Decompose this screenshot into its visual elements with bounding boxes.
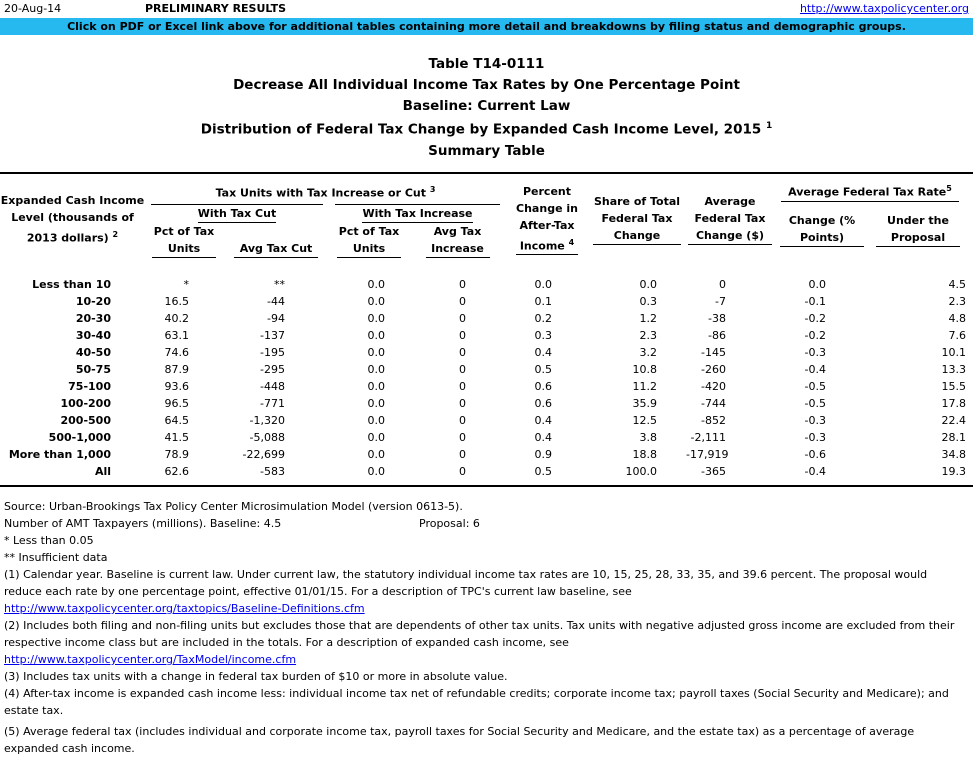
table-cell: 0.0 (367, 277, 385, 291)
table-cell: 0.4 (534, 345, 552, 359)
table-cell: 62.6 (164, 464, 189, 478)
table-cell: 0.1 (534, 294, 552, 308)
table-cell: -0.3 (804, 413, 826, 427)
table-cell: 0.6 (534, 396, 552, 410)
table-cell: 0.0 (367, 396, 385, 410)
table-cell: 0 (459, 277, 466, 291)
table-cell: -1,320 (249, 413, 285, 427)
table-cell: -771 (260, 396, 285, 410)
summary-title: Summary Table (428, 142, 545, 159)
table-cell: 3.2 (639, 345, 657, 359)
table-cell: 78.9 (164, 447, 189, 461)
distribution-table (0, 180, 966, 480)
col-pct-change: Percent Change in After-Tax Income $^4$ (506, 180, 588, 258)
note-3: (3) Includes tax units with a change in federal tax burden of $10 or more in absolute value. (4, 670, 508, 683)
table-cell: -0.3 (804, 430, 826, 444)
table-cell: 17.8 (941, 396, 966, 410)
table-cell: 0.0 (367, 430, 385, 444)
distribution-title: Distribution of Federal Tax Change by Expanded Cash Income Level, 2015 $^1$ (200, 121, 773, 138)
table-row (0, 361, 966, 378)
table-cell: -260 (701, 362, 726, 376)
row-label: 20-30 (75, 311, 111, 325)
table-cell: -0.4 (804, 464, 826, 478)
table-cell: 0 (719, 277, 726, 291)
table-cell: 0.0 (367, 294, 385, 308)
table-cell: 0 (459, 447, 466, 461)
header-row-2 (0, 202, 966, 223)
table-cell: -0.4 (804, 362, 826, 376)
col-avg-rate-group: Average Federal Tax Rate$^5$ (774, 180, 966, 202)
row-label: 50-75 (75, 362, 111, 376)
table-row (0, 327, 966, 344)
baseline-definitions-link[interactable]: http://www.taxpolicycenter.org/taxtopics/Baseline-Definitions.cfm (4, 602, 365, 615)
table-cell: -17,919 (686, 447, 729, 461)
income-definition-link[interactable]: http://www.taxpolicycenter.org/TaxModel/income.cfm (4, 653, 297, 666)
table-cell: 63.1 (164, 328, 189, 342)
table-cell: 0.4 (534, 430, 552, 444)
table-cell: -2,111 (690, 430, 726, 444)
table-cell: 0 (459, 294, 466, 308)
table-title: Decrease All Individual Income Tax Rates by One Percentage Point (233, 76, 740, 93)
table-cell: -137 (260, 328, 285, 342)
table-cell: 93.6 (164, 379, 189, 393)
row-label: 100-200 (60, 396, 111, 410)
table-row (0, 293, 966, 310)
col-tax-units-group: Tax Units with Tax Increase or Cut $^3$ (215, 184, 436, 200)
row-label: Less than 10 (32, 277, 111, 291)
table-cell: 28.1 (941, 430, 966, 444)
table-cell: -38 (708, 311, 726, 325)
table-cell: 10.1 (941, 345, 966, 359)
table-cell: -583 (260, 464, 285, 478)
table-cell: 7.6 (948, 328, 966, 342)
row-label: 30-40 (75, 328, 111, 342)
table-cell: 0.0 (367, 447, 385, 461)
insufficient-note: ** Insufficient data (4, 551, 108, 564)
table-cell: * (183, 277, 189, 291)
source-note: Source: Urban-Brookings Tax Policy Center Microsimulation Model (version 0613-5). (4, 500, 463, 513)
table-cell: 0.0 (367, 413, 385, 427)
note-1: (1) Calendar year. Baseline is current law. Under current law, the statutory individual income tax rates are 10, 15, 25, 28, 33, 35, and 39.6 percent. The proposal would reduce each rate by one percentage point, effective 01/01/15. For a description of TPC's current law baseline, see (4, 568, 928, 598)
col-avg-incr: Avg Tax Increase (409, 223, 506, 258)
table-cell: 2.3 (639, 328, 657, 342)
table-row (0, 310, 966, 327)
table-cell: 0.0 (534, 277, 552, 291)
table-cell: 0 (459, 311, 466, 325)
table-cell: -0.6 (804, 447, 826, 461)
table-row (0, 395, 966, 412)
table-cell: 0.0 (367, 464, 385, 478)
row-label: 40-50 (75, 345, 111, 359)
table-cell: 13.3 (941, 362, 966, 376)
table-cell: 0 (459, 345, 466, 359)
table-cell: -0.2 (804, 328, 826, 342)
row-label: 200-500 (60, 413, 111, 427)
table-cell: 0 (459, 328, 466, 342)
table-cell: 0 (459, 379, 466, 393)
table-cell: 0.0 (367, 328, 385, 342)
footnotes (4, 498, 966, 757)
table-cell: 64.5 (164, 413, 189, 427)
table-cell: -0.2 (804, 311, 826, 325)
table-cell: -744 (701, 396, 726, 410)
table-cell: -365 (701, 464, 726, 478)
table-cell: 0.5 (534, 362, 552, 376)
table-cell: 74.6 (164, 345, 189, 359)
table-row (0, 412, 966, 429)
table-cell: 22.4 (941, 413, 966, 427)
note-4: (4) After-tax income is expanded cash income less: individual income tax net of refundable credits; corporate income tax; payroll taxes (Social Security and Medicare); and estate tax. (4, 687, 949, 717)
table-cell: -0.5 (804, 379, 826, 393)
table-cell: -420 (701, 379, 726, 393)
col-income-level: Expanded Cash Income Level (thousands of 2013 dollars) $^2$ (0, 193, 145, 245)
row-label: More than 1,000 (8, 447, 111, 461)
col-with-cut: With Tax Cut (145, 202, 329, 223)
report-date: 20-Aug-14 (4, 2, 62, 15)
table-cell: 11.2 (632, 379, 657, 393)
table-cell: 0.0 (367, 362, 385, 376)
col-avg-change: Average Federal Tax Change ($) (686, 180, 774, 258)
table-cell: -195 (260, 345, 285, 359)
col-avg-cut: Avg Tax Cut (223, 223, 329, 258)
col-share: Share of Total Federal Tax Change (588, 180, 686, 258)
table-row (0, 429, 966, 446)
table-cell: -0.3 (804, 345, 826, 359)
row-label: All (94, 464, 111, 478)
table-cell: -86 (708, 328, 726, 342)
table-cell: 2.3 (948, 294, 966, 308)
table-cell: 35.9 (632, 396, 657, 410)
col-pct-units-incr: Pct of Tax Units (329, 223, 409, 258)
col-rate-change: Change (% Points) (774, 202, 870, 258)
table-cell: 0.2 (534, 311, 552, 325)
table-cell: 0.0 (639, 277, 657, 291)
table-cell: -0.5 (804, 396, 826, 410)
bottom-rule (0, 485, 973, 487)
baseline-title: Baseline: Current Law (402, 97, 571, 114)
table-cell: 0.9 (534, 447, 552, 461)
table-row (0, 344, 966, 361)
table-cell: -145 (701, 345, 726, 359)
table-cell: -852 (701, 413, 726, 427)
amt-note: Number of AMT Taxpayers (millions). Baseline: 4.5 Proposal: 6 (4, 517, 480, 530)
tpc-link[interactable]: http://www.taxpolicycenter.org (799, 2, 969, 15)
note-5: (5) Average federal tax (includes individual and corporate income tax, payroll taxes for Social Security and Medicare, and the estate tax) as a percentage of average expanded cash income. (4, 725, 915, 755)
table-cell: 19.3 (941, 464, 966, 478)
top-line (0, 0, 973, 18)
table-cell: -0.1 (804, 294, 826, 308)
table-cell: 4.8 (948, 311, 966, 325)
table-cell: 0 (459, 430, 466, 444)
table-cell: 0.0 (808, 277, 826, 291)
table-cell: -295 (260, 362, 285, 376)
table-cell: 87.9 (164, 362, 189, 376)
table-cell: 0 (459, 413, 466, 427)
preliminary-label: PRELIMINARY RESULTS (145, 2, 287, 15)
less-than-note: * Less than 0.05 (4, 534, 94, 547)
table-cell: 0 (459, 464, 466, 478)
table-cell: 100.0 (625, 464, 657, 478)
table-row (0, 378, 966, 395)
table-cell: 16.5 (164, 294, 189, 308)
col-under-proposal: Under the Proposal (870, 202, 966, 258)
table-cell: 0.6 (534, 379, 552, 393)
col-with-increase: With Tax Increase (329, 202, 506, 223)
table-cell: 18.8 (632, 447, 657, 461)
table-cell: 3.8 (639, 430, 657, 444)
row-label: 500-1,000 (48, 430, 111, 444)
table-row (0, 276, 966, 293)
table-cell: 0.0 (367, 345, 385, 359)
table-cell: 0.4 (534, 413, 552, 427)
table-cell: -44 (267, 294, 285, 308)
table-number: Table T14-0111 (428, 56, 545, 72)
table-cell: 12.5 (632, 413, 657, 427)
table-cell: 0.0 (367, 311, 385, 325)
table-row (0, 446, 966, 463)
table-cell: -7 (715, 294, 726, 308)
table-cell: 0.5 (534, 464, 552, 478)
row-label: 75-100 (68, 379, 111, 393)
table-titles (0, 54, 973, 161)
table-cell: -448 (260, 379, 285, 393)
table-row (0, 463, 966, 480)
note-2: (2) Includes both filing and non-filing units but excludes those that are dependents of other tax units. Tax units with negative adjusted gross income are excluded from their respective income class but are included in the totals. For a description of expanded cash income, see (4, 619, 955, 649)
header-row-1 (0, 180, 966, 202)
table-cell: 15.5 (941, 379, 966, 393)
table-cell: -22,699 (242, 447, 285, 461)
table-cell: 40.2 (164, 311, 189, 325)
table-cell: 4.5 (948, 277, 966, 291)
table-cell: 0.3 (534, 328, 552, 342)
row-label: 10-20 (75, 294, 111, 308)
top-rule (0, 172, 973, 174)
table-cell: 10.8 (632, 362, 657, 376)
table-cell: -5,088 (249, 430, 285, 444)
table-cell: 0 (459, 396, 466, 410)
info-banner: Click on PDF or Excel link above for additional tables containing more detail and breakdowns by filing status and demographic groups. (0, 18, 973, 35)
table-cell: ** (274, 277, 285, 291)
table-cell: -94 (267, 311, 285, 325)
table-cell: 1.2 (639, 311, 657, 325)
table-cell: 0.3 (639, 294, 657, 308)
table-cell: 41.5 (164, 430, 189, 444)
table-cell: 96.5 (164, 396, 189, 410)
table-cell: 0.0 (367, 379, 385, 393)
col-pct-units: Pct of Tax Units (145, 223, 223, 258)
table-cell: 34.8 (941, 447, 966, 461)
table-cell: 0 (459, 362, 466, 376)
